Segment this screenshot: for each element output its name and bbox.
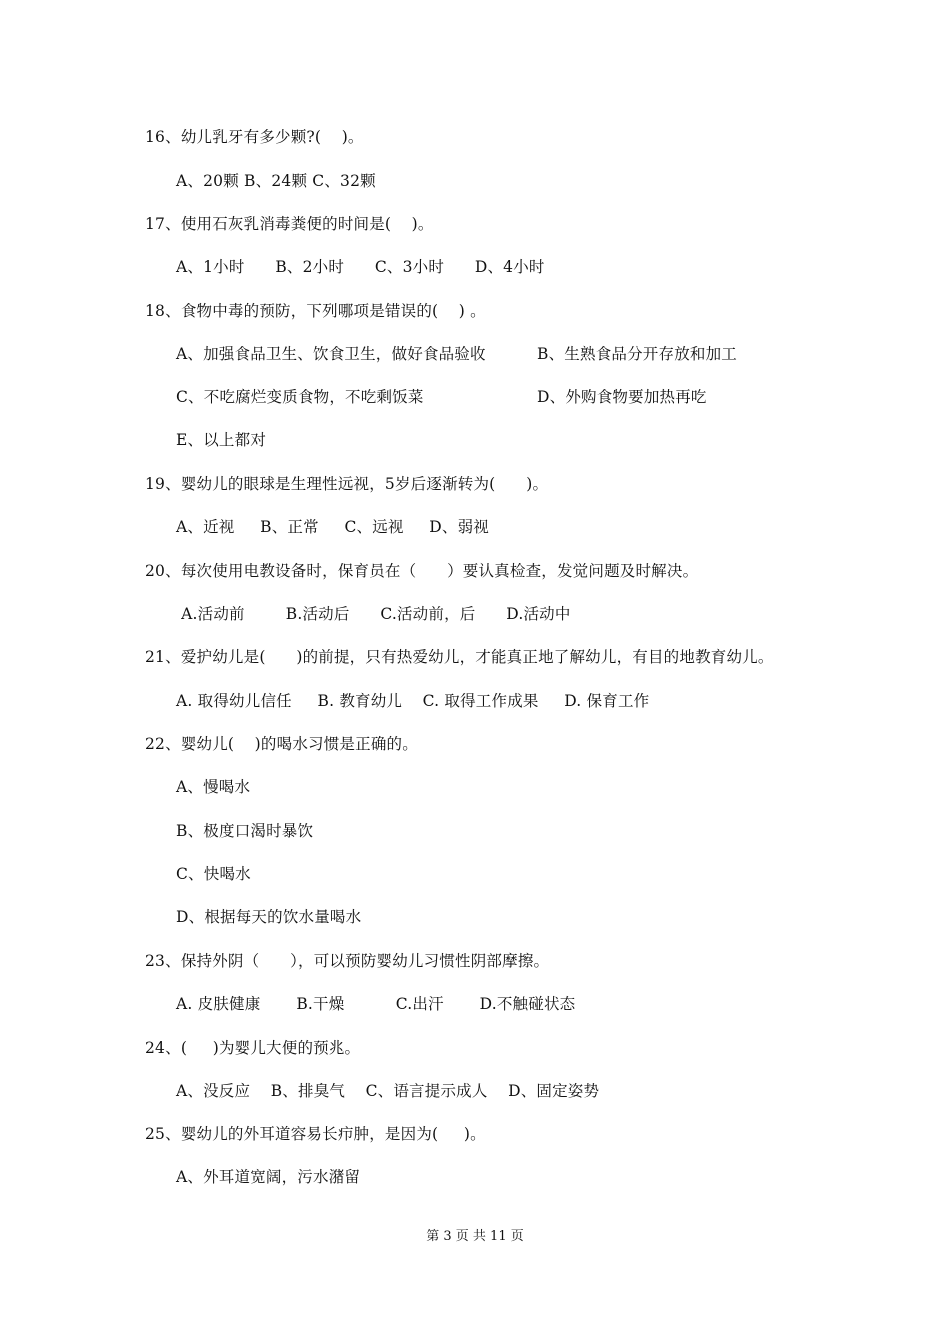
option-b: B、生熟食品分开存放和加工 — [537, 345, 737, 363]
question-text: 20、每次使用电教设备时，保育员在（ ）要认真检查，发觉问题及时解决。 — [145, 562, 699, 580]
question-text: 21、爱护幼儿是( )的前提，只有热爱幼儿，才能真正地了解幼儿，有目的地教育幼儿。 — [145, 648, 774, 666]
question-text: 17、使用石灰乳消毒粪便的时间是( )。 — [145, 215, 434, 233]
option-a: A、加强食品卫生、饮食卫生，做好食品验收 — [176, 345, 486, 363]
question-text: 18、食物中毒的预防，下列哪项是错误的( ) 。 — [145, 302, 486, 320]
question-text: 16、幼儿乳牙有多少颗?( )。 — [145, 128, 364, 146]
question-options: A、没反应 B、排臭气 C、语言提示成人 D、固定姿势 — [176, 1082, 600, 1100]
option-a: A、慢喝水 — [176, 778, 251, 796]
question-options: A、1小时 B、2小时 C、3小时 D、4小时 — [176, 258, 545, 276]
question-options: A. 皮肤健康 B.干燥 C.出汗 D.不触碰状态 — [176, 995, 576, 1013]
question-text: 23、保持外阴（ ），可以预防婴幼儿习惯性阴部摩擦。 — [145, 952, 550, 970]
question-text: 19、婴幼儿的眼球是生理性远视，5岁后逐渐转为( )。 — [145, 475, 549, 493]
question-text: 22、婴幼儿( )的喝水习惯是正确的。 — [145, 735, 418, 753]
question-text: 24、( )为婴儿大便的预兆。 — [145, 1039, 361, 1057]
option-c: C、不吃腐烂变质食物，不吃剩饭菜 — [176, 388, 424, 406]
option-c: C、快喝水 — [176, 865, 251, 883]
question-text: 25、婴幼儿的外耳道容易长疖肿，是因为( )。 — [145, 1125, 486, 1143]
question-options: A、20颗 B、24颗 C、32颗 — [176, 172, 376, 190]
question-options: A. 取得幼儿信任 B. 教育幼儿 C. 取得工作成果 D. 保育工作 — [176, 692, 650, 710]
option-a: A、外耳道宽阔，污水潴留 — [176, 1168, 361, 1186]
option-e: E、以上都对 — [176, 431, 267, 449]
option-d: D、外购食物要加热再吃 — [537, 388, 707, 406]
question-options: A.活动前 B.活动后 C.活动前，后 D.活动中 — [176, 605, 571, 623]
question-options: A、近视 B、正常 C、远视 D、弱视 — [176, 518, 489, 536]
option-b: B、极度口渴时暴饮 — [176, 822, 314, 840]
page-number: 第 3 页 共 11 页 — [426, 1229, 524, 1244]
option-d: D、根据每天的饮水量喝水 — [176, 908, 362, 926]
